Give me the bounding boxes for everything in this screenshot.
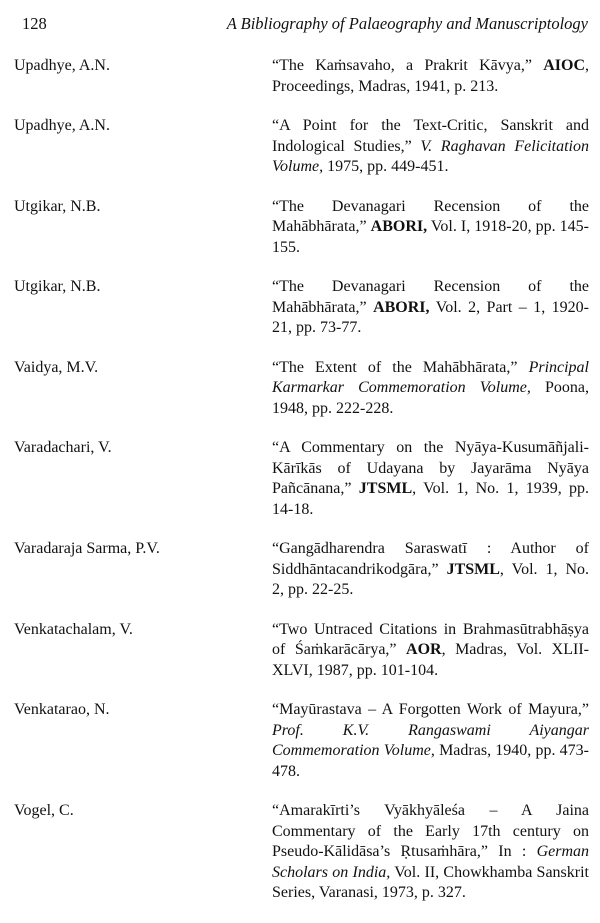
citation-segment-bold: JTSML (358, 480, 413, 497)
citation-segment-bold: ABORI, (370, 218, 428, 235)
citation-segment-italic: Prof. K.V. Rangaswami Aiyangar Commemoration Volume, (272, 721, 589, 759)
citation-segment-italic: V. Raghavan Felicitation Volume, (272, 137, 589, 175)
citation-segment-normal: , Vol. 1, No. 2, pp. 22-25. (272, 560, 589, 598)
citation-segment-normal: “Mayūrastava – A Forgotten Work of Mayura,” (272, 701, 589, 718)
citation-segment-normal: Vol. II, Chowkhamba Sanskrit Series, Varanasi, 1973, p. 327. (272, 863, 589, 901)
entry-author: Vogel, C. (14, 802, 74, 819)
entry-citation (272, 56, 589, 97)
citation-segment-normal: “Amarakīrti’s Vyākhyāleśa – A Jaina Commentary of the Early 17th century on Pseudo-Kālidāsa’s Ṛtusaṁhāra,” In : (272, 802, 589, 860)
bibliography-entry (0, 438, 600, 520)
citation-segment-italic: German Scholars on India, (272, 843, 589, 881)
entry-author: Vaidya, M.V. (14, 358, 99, 376)
entry-author: Venkatachalam, V. (14, 620, 133, 638)
bibliography-entry (0, 801, 600, 904)
citation-segment-bold: AIOC (543, 57, 585, 74)
citation-segment-normal: , Proceedings, Madras, 1941, p. 213. (272, 57, 589, 95)
page-number: 128 (22, 14, 47, 33)
citation-segment-normal: “A Point for the Text-Critic, Sanskrit and Indological Studies,” (272, 117, 589, 155)
citation-segment-normal: , Vol. 1, No. 1, 1939, pp. 14-18. (272, 480, 590, 518)
entry-citation (272, 539, 589, 601)
entry-citation (272, 197, 589, 259)
bibliography-entry (0, 700, 600, 782)
entry-citation (272, 277, 589, 339)
bibliography-entry (0, 56, 600, 97)
citation-segment-bold: JTSML (446, 560, 500, 578)
entry-citation (272, 700, 589, 782)
citation-segment-normal: “Gangādharendra Saraswatī : Author of Siddhāntacandrikodgāra,” (272, 540, 589, 578)
entry-author: Varadaraja Sarma, P.V. (14, 540, 160, 557)
bibliography-entry (0, 197, 600, 259)
page-header (22, 14, 588, 36)
citation-segment-normal: , Madras, Vol. XLII-XLVI, 1987, pp. 101-104. (272, 641, 589, 679)
citation-segment-normal: “The Devanagari Recension of the Mahābhārata,” (272, 278, 589, 316)
entry-citation (272, 116, 589, 178)
bibliography-list (0, 56, 600, 923)
citation-segment-italic: Principal Karmarkar Commemoration Volume, (272, 358, 589, 396)
citation-segment-bold: AOR (406, 641, 442, 658)
citation-segment-bold: ABORI, (373, 298, 430, 316)
bibliography-entry (0, 620, 600, 682)
entry-citation (272, 620, 589, 682)
entry-author: Venkatarao, N. (14, 701, 110, 718)
entry-author: Varadachari, V. (14, 439, 112, 456)
citation-segment-normal: “The Devanagari Recension of the Mahābhārata,” (272, 197, 589, 235)
citation-segment-normal: “The Kaṁsavaho, a Prakrit Kāvya,” (272, 57, 544, 74)
bibliography-entry (0, 277, 600, 339)
bibliography-entry (0, 539, 600, 601)
entry-citation (272, 358, 589, 420)
citation-segment-normal: Vol. I, 1918-20, pp. 145-155. (272, 218, 590, 256)
entry-author: Utgikar, N.B. (14, 197, 101, 215)
citation-segment-normal: 1975, pp. 449-451. (323, 158, 449, 175)
citation-segment-normal: Madras, 1940, pp. 473-478. (272, 742, 590, 780)
running-title: A Bibliography of Palaeography and Manuscriptology (226, 14, 588, 33)
entry-author: Utgikar, N.B. (14, 278, 101, 295)
citation-segment-normal: “The Extent of the Mahābhārata,” (272, 358, 529, 376)
citation-segment-normal: “A Commentary on the Nyāya-Kusumāñjali-Kārīkās of Udayana by Jayarāma Nyāya Pañcānana,” (272, 439, 589, 497)
entry-citation (272, 801, 589, 904)
entry-author: Upadhye, A.N. (14, 57, 110, 74)
citation-segment-normal: Vol. 2, Part – 1, 1920-21, pp. 73-77. (272, 298, 590, 336)
citation-segment-normal: Poona, 1948, pp. 222-228. (272, 379, 589, 417)
entry-author: Upadhye, A.N. (14, 117, 110, 134)
citation-segment-normal: “Two Untraced Citations in Brahmasūtrabhāṣya of Śaṁkarācārya,” (272, 620, 589, 658)
entry-citation (272, 438, 589, 520)
bibliography-entry (0, 116, 600, 178)
bibliography-entry (0, 358, 600, 420)
